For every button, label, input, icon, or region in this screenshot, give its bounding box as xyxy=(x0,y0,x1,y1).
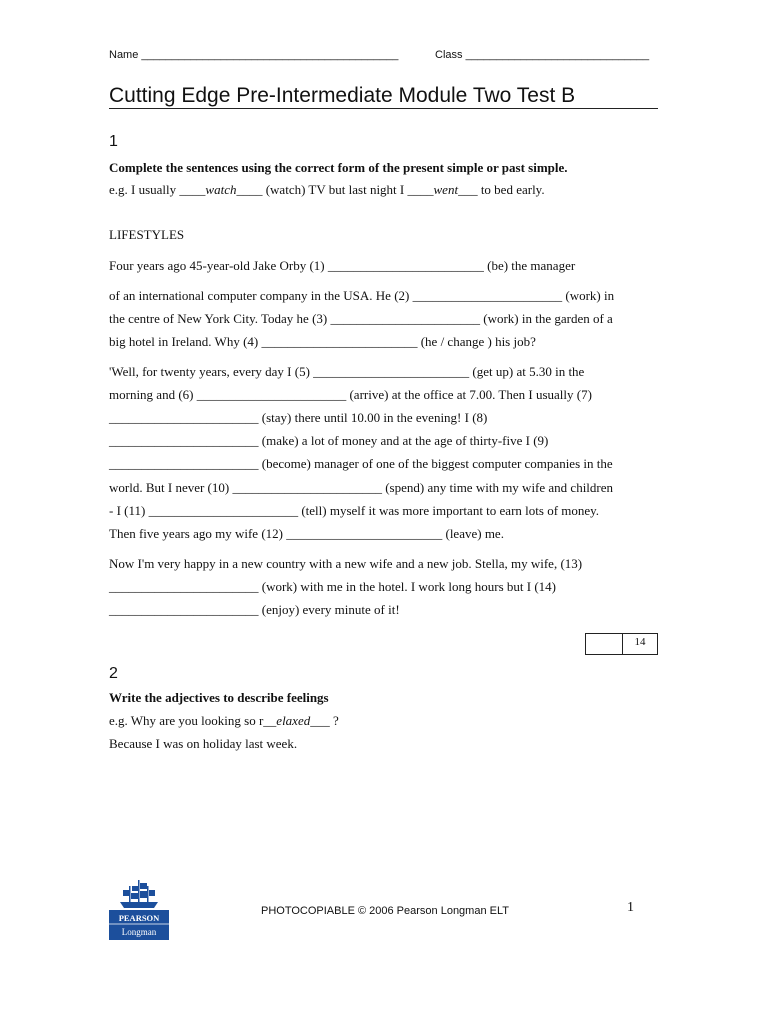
text-line: the centre of New York City. Today he (3) _______________________ (work) in the garden of a xyxy=(109,311,613,326)
text-line: morning and (6) _______________________ (arrive) at the office at 7.00. Then I usually (7) xyxy=(109,387,592,402)
text-line: world. But I never (10) _______________________ (spend) any time with my wife and children xyxy=(109,480,614,495)
name-field xyxy=(109,49,398,61)
example-part-1: e.g. Why are you looking so r__ xyxy=(109,713,277,728)
text-line: Now I'm very happy in a new country with a new wife and a new job. Stella, my wife, (13) xyxy=(109,556,583,571)
logo-bottom-text: Longman xyxy=(121,927,157,937)
section-2-number: 2 xyxy=(109,665,118,682)
logo-top-text: PEARSON xyxy=(118,913,160,923)
title-rule xyxy=(109,108,658,109)
example-part-3: ___ to bed early. xyxy=(458,182,545,197)
example-part-2: ___ ? xyxy=(310,713,339,728)
text-line: _______________________ (become) manager of one of the biggest computer companies in the xyxy=(109,456,613,471)
section-1-number: 1 xyxy=(109,133,118,150)
text-line: 'Well, for twenty years, every day I (5) ________________________ (get up) at 5.30 in the xyxy=(109,364,585,379)
text-line: _______________________ (enjoy) every minute of it! xyxy=(109,602,400,617)
text-line: - I (11) _______________________ (tell) myself it was more important to earn lots of money. xyxy=(109,503,600,518)
section-2-example-line-2: Because I was on holiday last week. xyxy=(109,736,298,751)
score-box xyxy=(585,633,658,655)
section-2-instruction: Write the adjectives to describe feelings xyxy=(109,690,329,705)
text-line: Then five years ago my wife (12) ________________________ (leave) me. xyxy=(109,526,504,541)
example-answer-1: watch xyxy=(205,182,237,197)
pearson-longman-logo xyxy=(109,878,169,940)
name-label: Name xyxy=(109,49,139,61)
page-number: 1 xyxy=(627,900,634,915)
footer-copyright: PHOTOCOPIABLE © 2006 Pearson Longman ELT xyxy=(261,905,509,917)
class-label: Class xyxy=(435,49,463,61)
name-blank: __________________________________________ xyxy=(141,49,399,61)
class-blank: ______________________________ xyxy=(465,49,650,61)
text-line: Four years ago 45-year-old Jake Orby (1) ________________________ (be) the manager xyxy=(109,258,576,273)
section-1-example xyxy=(109,182,545,198)
text-line: _______________________ (work) with me in the hotel. I work long hours but I (14) xyxy=(109,579,557,594)
class-field xyxy=(435,49,649,61)
text-line: of an international computer company in the USA. He (2) _______________________ (work) in xyxy=(109,288,615,303)
example-part-2: ____ (watch) TV but last night I ____ xyxy=(236,182,434,197)
ship-icon xyxy=(109,878,169,940)
example-part-1: e.g. I usually ____ xyxy=(109,182,206,197)
example-answer: elaxed xyxy=(276,713,311,728)
score-total: 14 xyxy=(634,636,646,648)
text-line: big hotel in Ireland. Why (4) ________________________ (he / change ) his job? xyxy=(109,334,536,349)
section-1-instruction: Complete the sentences using the correct form of the present simple or past simple. xyxy=(109,160,568,175)
example-answer-2: went xyxy=(433,182,459,197)
section-1-heading: LIFESTYLES xyxy=(109,227,185,242)
section-2-example xyxy=(109,713,339,729)
page-title: Cutting Edge Pre-Intermediate Module Two Test B xyxy=(109,84,576,107)
text-line: _______________________ (make) a lot of money and at the age of thirty-five I (9) xyxy=(109,433,549,448)
text-line: _______________________ (stay) there until 10.00 in the evening! I (8) xyxy=(109,410,488,425)
